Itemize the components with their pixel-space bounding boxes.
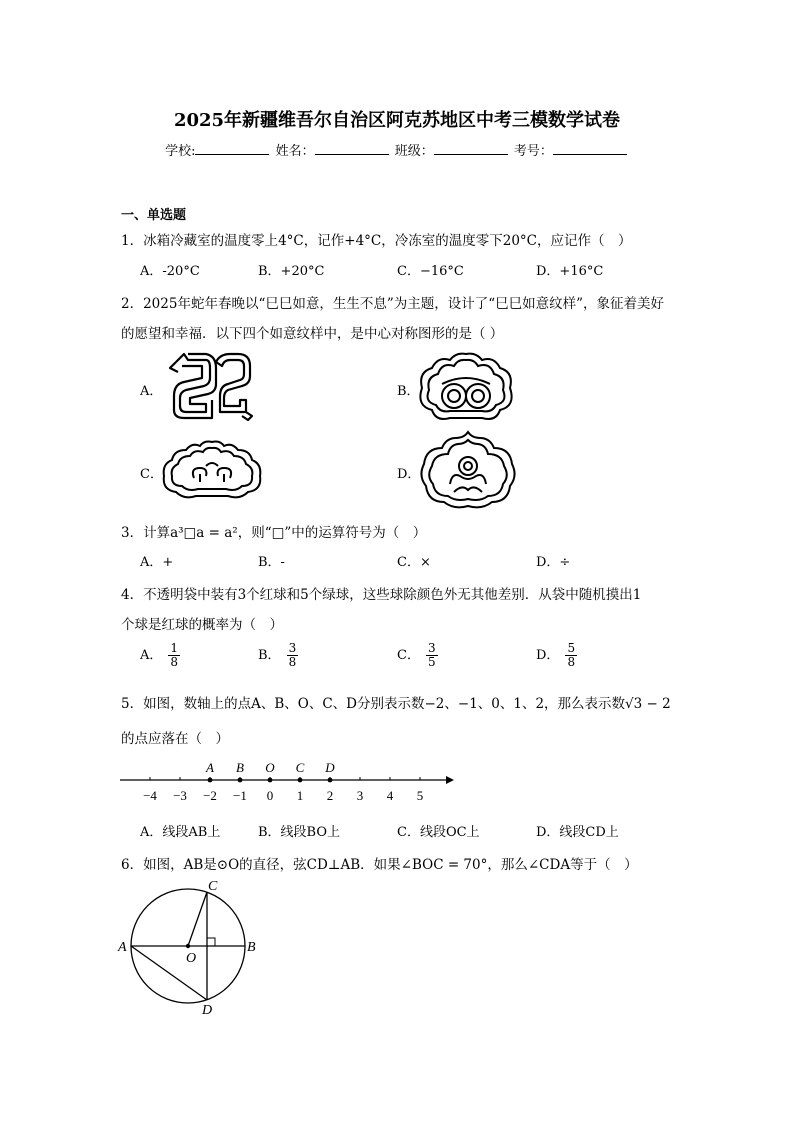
tick-label: −3	[173, 788, 187, 803]
question-5-option-d: D．线段CD上	[536, 825, 619, 840]
numerator: 1	[170, 641, 179, 655]
question-4-option-b	[258, 642, 298, 669]
option-label: A．	[140, 648, 163, 663]
point-label-c: C	[295, 760, 305, 775]
question-1-option-d: D．+16°C	[536, 264, 604, 279]
tick-label: 3	[356, 788, 364, 803]
question-5-option-b: B．线段BO上	[258, 825, 341, 840]
label-c: C	[208, 879, 218, 894]
option-label: D．	[536, 648, 560, 663]
tick-label: 2	[326, 788, 334, 803]
question-4-option-d	[536, 642, 577, 669]
student-info-line	[0, 140, 794, 159]
question-4-stem-line-2: 个球是红球的概率为（ ）	[121, 617, 283, 633]
denominator: 8	[170, 655, 179, 669]
number-line-arrow	[446, 776, 454, 784]
question-2-option-b: B．	[397, 384, 420, 399]
question-2-option-a: A．	[140, 384, 163, 399]
numerator: 3	[427, 641, 436, 655]
question-1-option-a: A．-20°C	[140, 264, 200, 279]
point-label-a: A	[206, 760, 214, 775]
exam-title: 2025年新疆维吾尔自治区阿克苏地区中考三模数学试卷	[173, 110, 621, 131]
fraction	[565, 642, 577, 669]
number-line-figure	[118, 758, 458, 808]
class-blank	[434, 142, 508, 155]
denominator: 5	[427, 655, 436, 669]
numerator: 5	[567, 641, 576, 655]
right-angle-mark	[207, 938, 215, 946]
school-blank	[195, 142, 269, 155]
denominator: 8	[288, 655, 297, 669]
question-2-option-d: D．	[397, 467, 421, 482]
label-a: A	[118, 940, 127, 955]
tick-label: −4	[143, 788, 157, 803]
option-label: C．	[397, 648, 420, 663]
number-label: 考号：	[513, 144, 553, 159]
question-4-option-a	[140, 642, 180, 669]
fraction	[168, 642, 180, 669]
segment-oc	[188, 892, 207, 946]
tick-label: 0	[266, 788, 274, 803]
label-b: B	[247, 940, 256, 955]
question-2-stem-line-1: 2．2025年蛇年春晚以“巳巳如意，生生不息”为主题，设计了“巳巳如意纹样”，象征着美好	[121, 296, 665, 312]
section-title: 一、单选题	[121, 208, 187, 223]
fraction	[426, 642, 438, 669]
tick-label: −1	[233, 788, 247, 803]
tick-label: 1	[296, 788, 304, 803]
point-a	[208, 778, 213, 783]
point-label-d: D	[325, 760, 335, 775]
question-5-option-a: A．线段AB上	[140, 825, 221, 840]
question-1-option-b: B．+20°C	[258, 264, 325, 279]
question-2-stem-line-2: 的愿望和幸福．以下四个如意纹样中，是中心对称图形的是（ ）	[121, 326, 504, 342]
denominator: 8	[567, 655, 576, 669]
question-3-option-c: C．×	[397, 555, 431, 570]
school-label: 学校:	[165, 144, 196, 159]
question-6-stem: 6．如图，AB是⊙O的直径，弦CD⊥AB．如果∠BOC = 70°，那么∠CDA等于（ ）	[121, 857, 638, 873]
question-3-option-a: A．+	[140, 555, 174, 570]
tick-label: 4	[386, 788, 394, 803]
label-o: O	[186, 951, 197, 966]
question-4-stem-line-1: 4．不透明袋中装有3个红球和5个绿球，这些球除颜色外无其他差别．从袋中随机摸出1	[121, 587, 642, 603]
ruyi-pattern-a-image	[166, 350, 256, 422]
question-1-stem: 1．冰箱冷藏室的温度零上4°C，记作+4°C，冷冻室的温度零下20°C，应记作（ ）	[121, 233, 632, 249]
option-label: B．	[258, 648, 281, 663]
question-5-stem-line-2: 的点应落在（ ）	[121, 731, 229, 747]
question-5-option-c: C．线段OC上	[397, 825, 480, 840]
ruyi-pattern-c-image	[160, 438, 264, 502]
point-c	[298, 778, 303, 783]
name-label: 姓名：	[275, 144, 315, 159]
point-label-b: B	[236, 760, 244, 775]
point-d	[328, 778, 333, 783]
label-d: D	[202, 1003, 213, 1018]
question-3-option-d: D．÷	[536, 555, 571, 570]
question-3-option-b: B．-	[258, 555, 285, 570]
question-3-stem: 3．计算a³□a = a²，则“□”中的运算符号为（ ）	[121, 525, 427, 541]
fraction	[287, 642, 299, 669]
circle-geometry-figure	[118, 878, 268, 1018]
tick-label: −2	[203, 788, 217, 803]
ruyi-pattern-d-image	[418, 428, 518, 512]
question-4-option-c	[397, 642, 438, 669]
question-5-stem-line-1: 5．如图，数轴上的点A、B、O、C、D分别表示数−2、−1、0、1、2，那么表示数√3 − 2	[121, 696, 671, 712]
numerator: 3	[288, 641, 297, 655]
question-2-option-c: C．	[140, 467, 163, 482]
point-b	[238, 778, 243, 783]
name-blank	[315, 142, 389, 155]
class-label: 班级：	[394, 144, 434, 159]
point-o	[268, 778, 273, 783]
center-point	[186, 944, 190, 948]
question-1-option-c: C．−16°C	[397, 264, 464, 279]
tick-label: 5	[416, 788, 424, 803]
number-blank	[553, 142, 627, 155]
point-label-o: O	[265, 760, 275, 775]
ruyi-pattern-b-image	[416, 350, 516, 426]
